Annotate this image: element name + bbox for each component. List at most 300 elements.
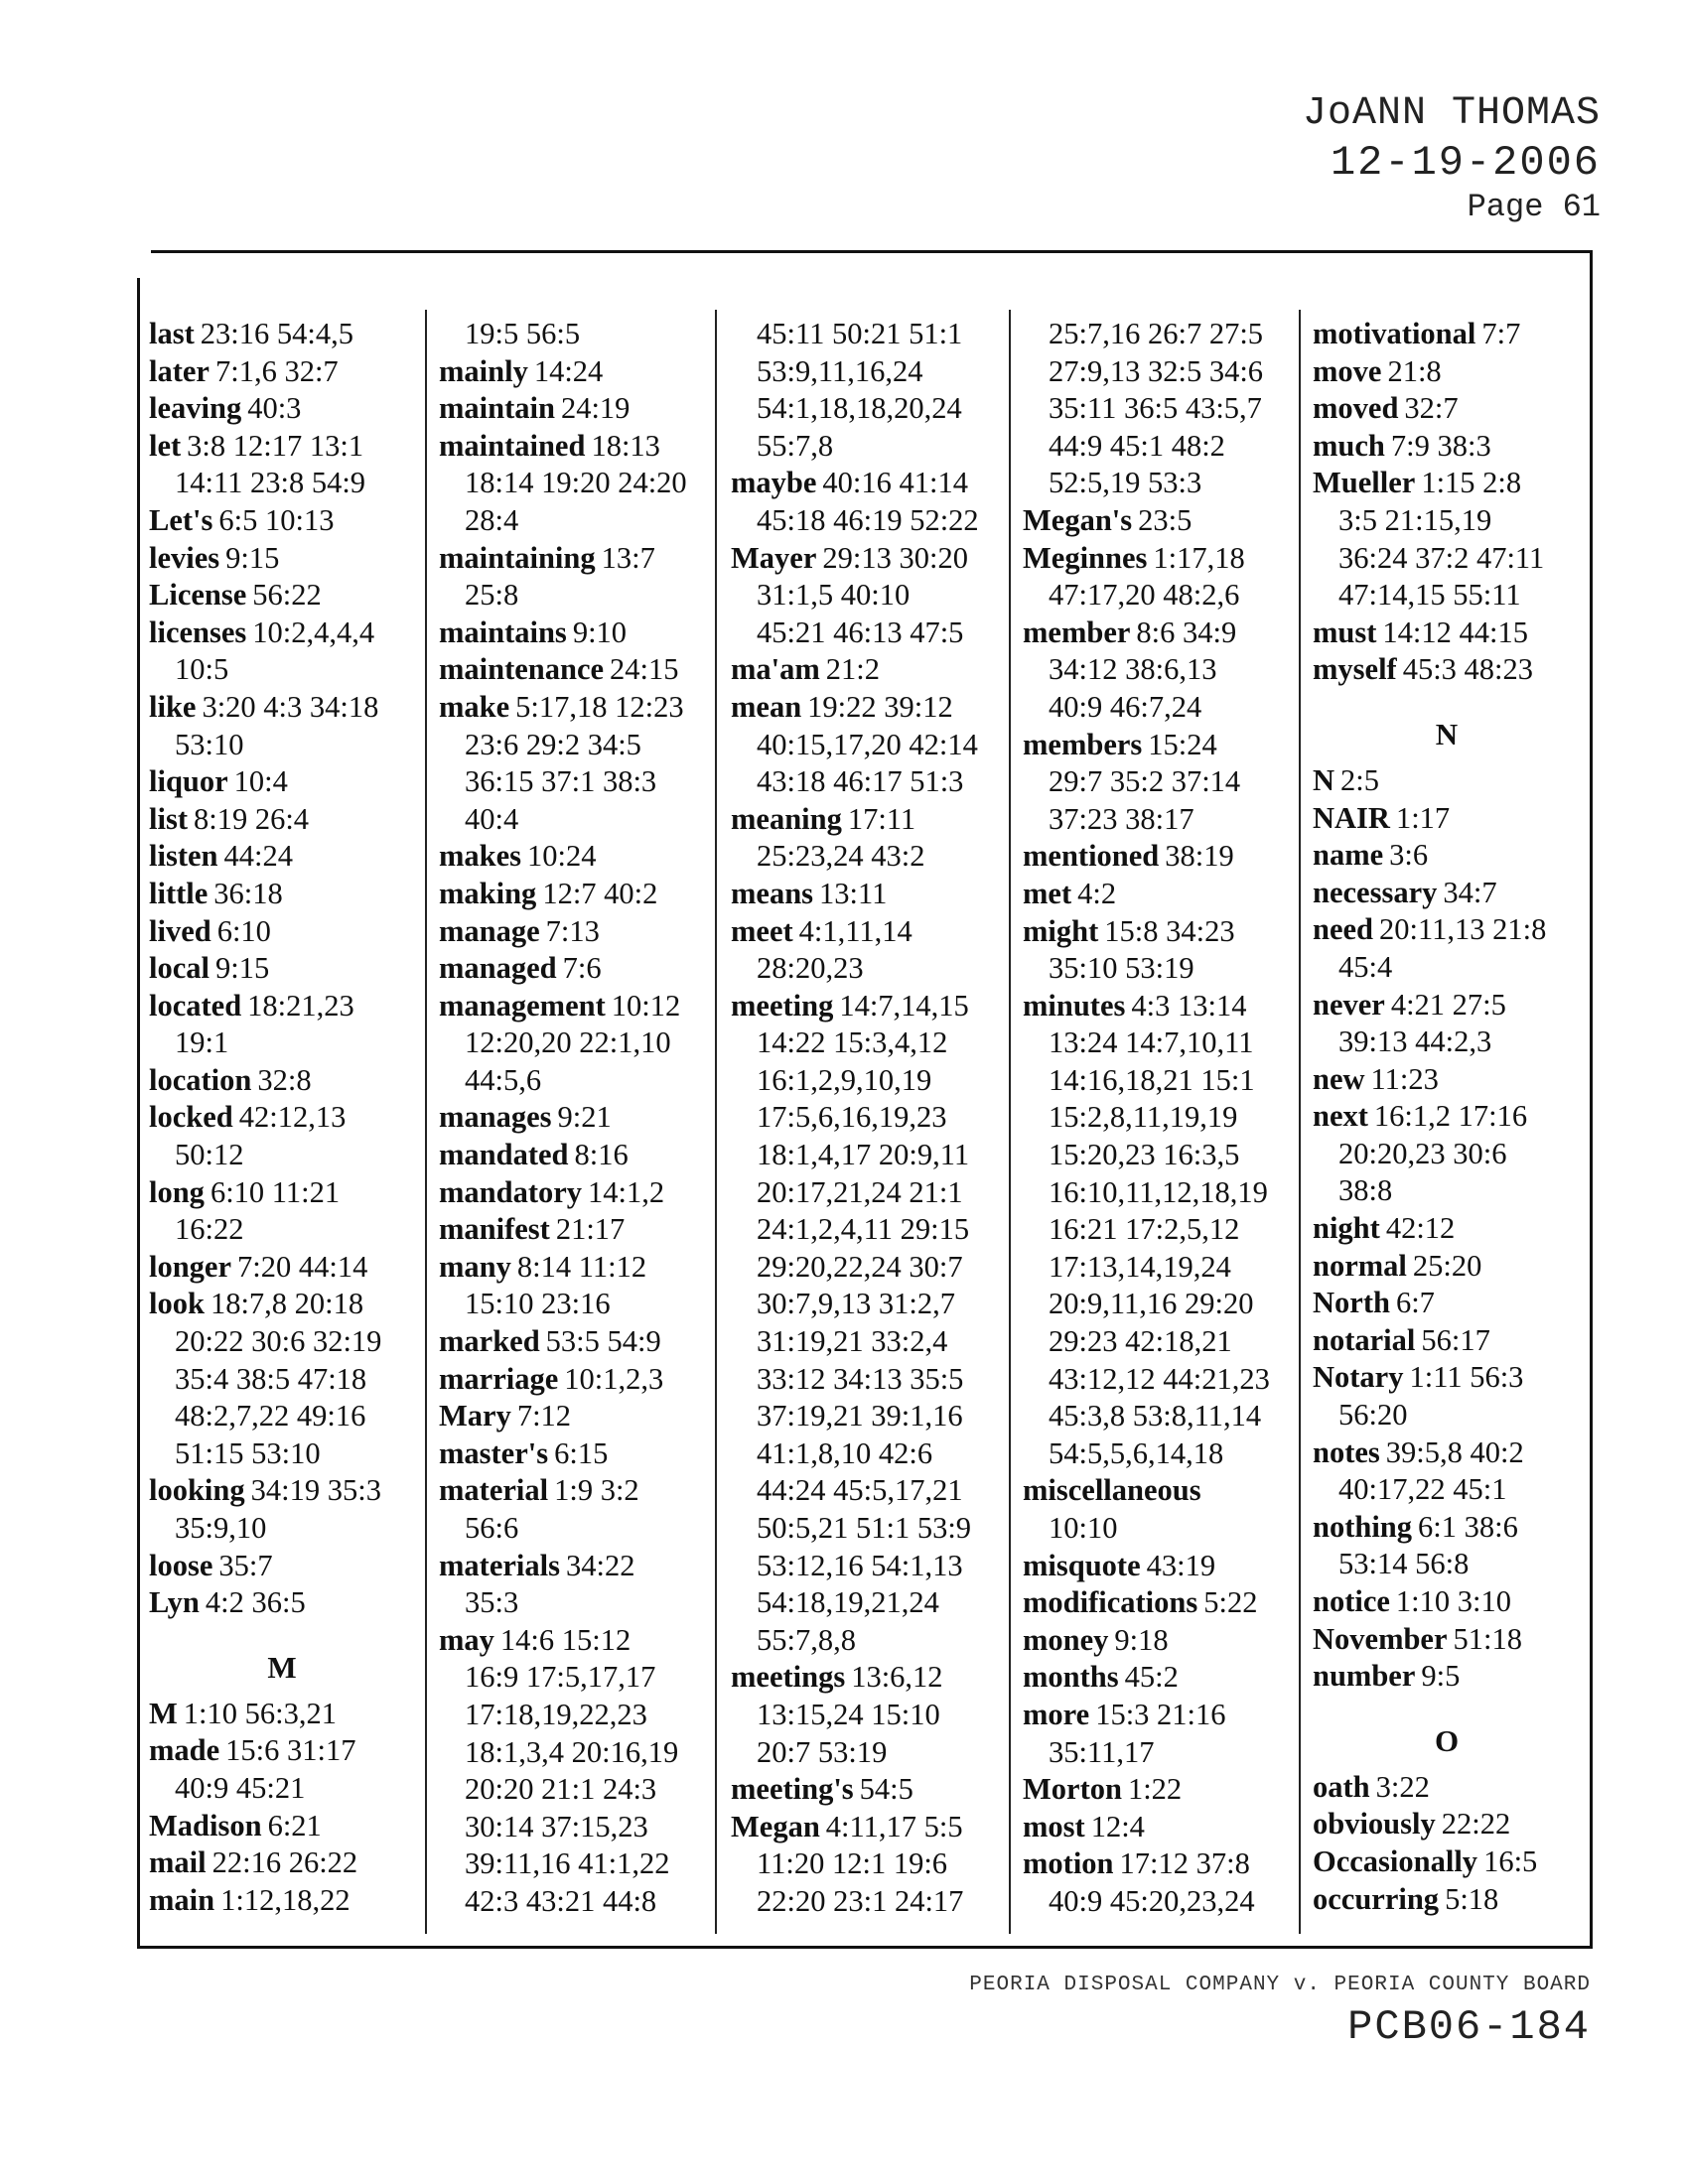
index-entry-continuation: 11:20 12:1 19:6: [757, 1846, 948, 1881]
index-entry-continuation: 35:4 38:5 47:18: [175, 1361, 367, 1396]
page-line-references: 51:18: [1453, 1621, 1522, 1656]
index-term: let: [149, 428, 182, 463]
page-line-references: 1:22: [1127, 1772, 1183, 1807]
index-entry-continuation: 36:24 37:2 47:11: [1338, 540, 1545, 575]
page-line-references: 15:8 34:23: [1104, 913, 1235, 948]
page-line-references: 4:3 13:14: [1131, 988, 1247, 1023]
page-line-references: 9:10: [572, 614, 628, 649]
page-line-references: 1:10 56:3,21: [183, 1696, 337, 1730]
page-line-references: 14:24: [533, 353, 604, 388]
index-entry: [1023, 1659, 1293, 1697]
page-line-references: 6:7: [1395, 1286, 1435, 1320]
index-entry: [731, 1771, 1001, 1809]
page-line-references: 42:12,13: [238, 1100, 347, 1135]
index-entry-continuation: 35:9,10: [175, 1511, 267, 1545]
index-entry: [149, 614, 415, 652]
index-entry: [1313, 1658, 1581, 1696]
index-entry: [1313, 762, 1581, 800]
page-line-references: 7:9 38:3: [1390, 428, 1491, 463]
page-line-references: 18:21,23: [247, 988, 354, 1023]
index-entry-continuation: 52:5,19 53:3: [1049, 466, 1202, 500]
index-entry: [1023, 502, 1293, 540]
index-entry-continuation: 20:22 30:6 32:19: [175, 1324, 382, 1359]
section-letter-heading: N: [1435, 716, 1459, 751]
index-entry: [439, 876, 709, 913]
index-entry: [1313, 1098, 1581, 1136]
index-entry: [149, 390, 415, 428]
index-entry-continuation: 28:20,23: [757, 951, 864, 986]
index-term: misquote: [1023, 1548, 1141, 1582]
index-entry-continuation: 20:17,21,24 21:1: [757, 1174, 963, 1209]
index-term: like: [149, 689, 197, 724]
index-term: myself: [1313, 652, 1397, 687]
index-entry-continuation: 45:21 46:13 47:5: [757, 614, 964, 649]
page-line-references: 9:15: [215, 951, 270, 986]
page-line-references: 24:19: [560, 391, 631, 426]
index-entry: [439, 913, 709, 951]
page-line-references: 9:21: [557, 1100, 612, 1135]
index-entry-continuation: 35:3: [465, 1585, 519, 1620]
index-entry-continuation: 48:2,7,22 49:16: [175, 1399, 366, 1433]
index-entry: [149, 1844, 415, 1882]
index-term: Occasionally: [1313, 1843, 1478, 1878]
index-entry: [149, 1808, 415, 1845]
index-entry: [149, 763, 415, 801]
index-entry-continuation: 44:5,6: [465, 1062, 542, 1097]
index-entry: [439, 950, 709, 988]
page-line-references: 39:5,8 40:2: [1385, 1434, 1524, 1469]
index-entry-continuation: 20:9,11,16 29:20: [1049, 1287, 1254, 1321]
page-line-references: 7:1,6 32:7: [214, 353, 339, 388]
page-line-references: 42:12: [1385, 1211, 1456, 1246]
page-line-references: 14:12 44:15: [1382, 614, 1528, 649]
index-entry: [149, 1174, 415, 1212]
index-entry: [149, 1249, 415, 1287]
index-term: Mueller: [1313, 466, 1416, 500]
page-line-references: 56:22: [252, 578, 322, 613]
section-spacer: [149, 1622, 415, 1640]
index-entry: [1313, 1583, 1581, 1621]
index-term: liquor: [149, 764, 228, 799]
page-line-references: 1:9 3:2: [554, 1473, 639, 1508]
index-term: next: [1313, 1099, 1368, 1134]
index-entry-continuation: 30:14 37:15,23: [465, 1809, 648, 1843]
index-entry: [439, 1323, 709, 1361]
index-entry-continuation: 53:12,16 54:1,13: [757, 1548, 963, 1582]
page-line-references: 34:22: [565, 1548, 635, 1582]
index-entry-continuation: 14:11 23:8 54:9: [175, 466, 366, 500]
page-line-references: 1:15 2:8: [1421, 466, 1522, 500]
index-entry-continuation: 54:18,19,21,24: [757, 1585, 939, 1620]
index-entry: [439, 614, 709, 652]
index-entry-continuation: 25:8: [465, 578, 519, 613]
page-line-references: 34:7: [1443, 875, 1497, 909]
index-term: may: [439, 1622, 494, 1657]
page-line-references: 1:10 3:10: [1395, 1584, 1511, 1618]
page-line-references: 4:1,11,14: [798, 913, 912, 948]
index-entry: [439, 689, 709, 727]
index-entry: [149, 1732, 415, 1770]
index-entry-continuation: 40:4: [465, 801, 519, 836]
page-line-references: 44:24: [223, 839, 293, 874]
page-line-references: 21:8: [1387, 353, 1442, 388]
index-entry-continuation: 37:19,21 39:1,16: [757, 1399, 963, 1433]
index-term: licenses: [149, 614, 247, 649]
index-entry-continuation: 44:9 45:1 48:2: [1049, 428, 1225, 463]
page-line-references: 16:1,2 17:16: [1373, 1099, 1528, 1134]
index-term: means: [731, 876, 814, 910]
index-term: marriage: [439, 1361, 559, 1396]
index-entry: [1313, 1285, 1581, 1322]
index-term: master's: [439, 1435, 549, 1470]
index-term: must: [1313, 614, 1377, 649]
index-entry: [149, 428, 415, 466]
section-spacer: [1313, 689, 1581, 707]
index-entry: [731, 988, 1001, 1025]
index-entry-continuation: 29:23 42:18,21: [1049, 1324, 1232, 1359]
index-term: manages: [439, 1100, 552, 1135]
page-line-references: 11:23: [1370, 1061, 1439, 1096]
index-entry: [1023, 1697, 1293, 1734]
index-entry-continuation: 45:4: [1338, 949, 1393, 984]
index-entry-continuation: 43:18 46:17 51:3: [757, 764, 964, 799]
index-entry-continuation: 29:20,22,24 30:7: [757, 1249, 963, 1284]
page-line-references: 10:4: [233, 764, 288, 799]
index-box-top-border: [151, 250, 1593, 253]
index-entry-continuation: 54:5,5,6,14,18: [1049, 1435, 1224, 1470]
index-entry: [439, 1249, 709, 1287]
page-line-references: 8:6 34:9: [1136, 614, 1237, 649]
page-line-references: 17:11: [847, 801, 916, 836]
index-entry-continuation: 3:5 21:15,19: [1338, 502, 1492, 537]
index-term: maintains: [439, 614, 567, 649]
index-term: maintained: [439, 428, 586, 463]
page-line-references: 15:3 21:16: [1095, 1697, 1226, 1731]
column-divider: [425, 310, 427, 1934]
index-term: material: [439, 1473, 549, 1508]
index-entry: [149, 1286, 415, 1323]
page-line-references: 4:2: [1077, 876, 1117, 910]
page-line-references: 40:3: [247, 391, 302, 426]
index-term: last: [149, 317, 195, 350]
index-entry: [439, 651, 709, 689]
page-line-references: 15:24: [1148, 727, 1217, 761]
page-line-references: 14:6 15:12: [499, 1622, 632, 1657]
index-entry-continuation: 20:20 21:1 24:3: [465, 1772, 657, 1807]
index-entry: [439, 1398, 709, 1435]
index-entry: [439, 428, 709, 466]
index-entry: [439, 838, 709, 876]
index-entry: [1313, 1881, 1581, 1919]
index-term: making: [439, 876, 537, 910]
index-entry-continuation: 29:7 35:2 37:14: [1049, 764, 1241, 799]
deponent-name: JoANN THOMAS: [1302, 91, 1601, 136]
index-term: maybe: [731, 466, 817, 500]
page-line-references: 6:21: [267, 1808, 322, 1843]
page-line-references: 25:20: [1412, 1248, 1482, 1283]
index-entry: [1313, 837, 1581, 875]
index-term: mandatory: [439, 1174, 583, 1209]
index-term: meaning: [731, 801, 842, 836]
page-line-references: 7:7: [1481, 317, 1521, 350]
index-entry: [731, 913, 1001, 951]
page-line-references: 2:5: [1340, 762, 1380, 797]
index-term: leaving: [149, 391, 242, 426]
index-term: nothing: [1313, 1509, 1413, 1544]
index-term: move: [1313, 353, 1382, 388]
index-term: location: [149, 1062, 252, 1097]
index-entry: [1313, 465, 1581, 502]
index-box-bottom-border: [137, 1946, 1593, 1949]
index-term: lived: [149, 913, 211, 948]
index-term: manifest: [439, 1212, 550, 1247]
page-line-references: 4:11,17 5:5: [825, 1809, 963, 1843]
index-entry-continuation: 53:9,11,16,24: [757, 353, 923, 388]
index-entry-continuation: 35:10 53:19: [1049, 951, 1194, 986]
index-entry: [439, 1548, 709, 1585]
index-term: mainly: [439, 353, 528, 388]
index-entry-continuation: 13:15,24 15:10: [757, 1697, 940, 1731]
index-term: locked: [149, 1100, 233, 1135]
page-line-references: 8:16: [574, 1138, 629, 1172]
index-entry-continuation: 51:15 53:10: [175, 1435, 321, 1470]
page-line-references: 3:6: [1389, 838, 1429, 873]
index-entry: [1313, 1843, 1581, 1881]
page-line-references: 7:20 44:14: [237, 1249, 368, 1284]
page-line-references: 23:16 54:4,5: [200, 317, 353, 350]
index-term: meeting's: [731, 1772, 854, 1807]
index-entry: [731, 1659, 1001, 1697]
index-term: N: [1313, 762, 1335, 797]
page-line-references: 6:5 10:13: [218, 502, 335, 537]
page-line-references: 53:5 54:9: [545, 1324, 661, 1359]
index-entry-continuation: 50:12: [175, 1138, 244, 1172]
index-entry-continuation: 45:3,8 53:8,11,14: [1049, 1399, 1262, 1433]
index-term: Lyn: [149, 1585, 200, 1620]
index-entry-continuation: 24:1,2,4,11 29:15: [757, 1212, 970, 1247]
index-term: materials: [439, 1548, 560, 1582]
index-entry: [1023, 988, 1293, 1025]
index-entry: [149, 1062, 415, 1100]
index-entry-continuation: 47:17,20 48:2,6: [1049, 578, 1240, 613]
index-term: name: [1313, 838, 1384, 873]
page-line-references: 9:18: [1114, 1622, 1169, 1657]
page-line-references: 56:17: [1421, 1322, 1490, 1357]
page-number: Page 61: [1467, 189, 1601, 225]
index-term: miscellaneous: [1023, 1473, 1201, 1508]
index-entry-continuation: 56:20: [1338, 1398, 1408, 1433]
index-entry: [1313, 1359, 1581, 1397]
index-entry-continuation: 10:10: [1049, 1511, 1118, 1545]
index-entry-continuation: 39:11,16 41:1,22: [465, 1846, 670, 1881]
index-column-4: [1023, 316, 1293, 1921]
index-entry-continuation: 18:1,4,17 20:9,11: [757, 1138, 970, 1172]
section-spacer: [1313, 1696, 1581, 1713]
index-entry: [439, 353, 709, 391]
index-term: much: [1313, 428, 1385, 463]
index-term: Morton: [1023, 1772, 1122, 1807]
page-line-references: 19:22 39:12: [807, 689, 953, 724]
index-term: notes: [1313, 1434, 1380, 1469]
index-entry: [1313, 353, 1581, 391]
index-entry-continuation: 16:9 17:5,17,17: [465, 1660, 656, 1695]
index-entry: [1313, 390, 1581, 428]
index-entry-continuation: 33:12 34:13 35:5: [757, 1361, 964, 1396]
index-entry-continuation: 17:5,6,16,19,23: [757, 1100, 947, 1135]
index-entry-continuation: 17:13,14,19,24: [1049, 1249, 1231, 1284]
index-term: members: [1023, 727, 1143, 761]
index-term: most: [1023, 1809, 1085, 1843]
page-line-references: 10:1,2,3: [564, 1361, 664, 1396]
index-term: Meginnes: [1023, 540, 1148, 575]
page-line-references: 1:12,18,22: [220, 1882, 351, 1917]
index-term: listen: [149, 839, 218, 874]
index-entry-continuation: 44:24 45:5,17,21: [757, 1473, 963, 1508]
index-entry-continuation: 53:10: [175, 727, 244, 761]
index-term: Mary: [439, 1399, 511, 1433]
page-line-references: 9:5: [1421, 1659, 1461, 1694]
page-line-references: 7:12: [516, 1399, 572, 1433]
index-term: mail: [149, 1845, 207, 1880]
page-line-references: 13:7: [601, 540, 655, 575]
index-entry-continuation: 30:7,9,13 31:2,7: [757, 1287, 955, 1321]
index-entry: [1023, 727, 1293, 764]
index-term: ma'am: [731, 652, 820, 687]
index-term: made: [149, 1733, 220, 1768]
index-entry-continuation: 45:18 46:19 52:22: [757, 502, 979, 537]
index-entry: [1023, 1584, 1293, 1622]
index-entry-continuation: 25:7,16 26:7 27:5: [1049, 317, 1264, 350]
index-entry: [149, 950, 415, 988]
index-entry-continuation: 16:1,2,9,10,19: [757, 1062, 932, 1097]
page-line-references: 10:24: [527, 839, 597, 874]
index-term: oath: [1313, 1769, 1370, 1804]
index-entry: [149, 316, 415, 353]
index-column-3: [731, 316, 1001, 1921]
index-entry: [1313, 875, 1581, 912]
index-entry: [1313, 1769, 1581, 1807]
index-term: later: [149, 353, 210, 388]
page-line-references: 6:10: [216, 913, 271, 948]
page-line-references: 5:22: [1203, 1585, 1258, 1620]
index-term: minutes: [1023, 988, 1126, 1023]
page-line-references: 24:15: [610, 652, 679, 687]
index-entry: [149, 1696, 415, 1733]
index-term: Notary: [1313, 1360, 1404, 1395]
index-entry-continuation: 35:11 36:5 43:5,7: [1049, 391, 1262, 426]
page-line-references: 4:2 36:5: [205, 1585, 306, 1620]
index-term: November: [1313, 1621, 1448, 1656]
index-entry-continuation: 47:14,15 55:11: [1338, 578, 1521, 613]
index-term: meet: [731, 913, 793, 948]
index-entry-continuation: 18:14 19:20 24:20: [465, 466, 687, 500]
index-entry: [149, 502, 415, 540]
index-term: normal: [1313, 1248, 1407, 1283]
deposition-date: 12-19-2006: [1330, 139, 1601, 187]
section-letter-heading: M: [267, 1649, 297, 1685]
index-term: little: [149, 876, 209, 910]
index-entry-continuation: 14:16,18,21 15:1: [1049, 1062, 1255, 1097]
page-line-references: 5:17,18 12:23: [515, 689, 684, 724]
index-entry: [439, 1211, 709, 1249]
index-entry: [439, 1622, 709, 1660]
index-column-5: [1313, 316, 1581, 1918]
index-entry: [439, 1137, 709, 1174]
case-number: PCB06-184: [1347, 2003, 1591, 2051]
page-line-references: 43:19: [1146, 1548, 1216, 1582]
page-line-references: 14:1,2: [588, 1174, 665, 1209]
page-line-references: 36:18: [213, 876, 283, 910]
index-entry: [1313, 1509, 1581, 1547]
index-term: make: [439, 689, 510, 724]
index-entry: [149, 1472, 415, 1510]
index-entry: [1023, 1845, 1293, 1883]
index-entry: [149, 540, 415, 578]
index-entry-continuation: 22:20 23:1 24:17: [757, 1883, 964, 1918]
index-entry: [149, 1882, 415, 1920]
index-term: managed: [439, 951, 557, 986]
index-entry: [149, 988, 415, 1025]
index-entry-continuation: 42:3 43:21 44:8: [465, 1883, 657, 1918]
index-term: motivational: [1313, 317, 1476, 350]
index-entry-continuation: 28:4: [465, 502, 519, 537]
page-line-references: 7:6: [562, 951, 602, 986]
page-line-references: 54:5: [859, 1772, 913, 1807]
index-entry-continuation: 40:15,17,20 42:14: [757, 727, 978, 761]
index-entry-continuation: 27:9,13 32:5 34:6: [1049, 353, 1264, 388]
index-term: modifications: [1023, 1585, 1198, 1620]
index-entry-continuation: 56:6: [465, 1511, 519, 1545]
index-entry: [439, 988, 709, 1025]
page-line-references: 1:17: [1395, 800, 1451, 835]
index-entry: [149, 1548, 415, 1585]
index-term: Let's: [149, 502, 213, 537]
column-divider: [1299, 310, 1301, 1934]
index-box-right-border: [1590, 250, 1593, 1946]
index-entry: [1313, 1806, 1581, 1843]
index-entry: [439, 1174, 709, 1212]
page-line-references: 13:6,12: [851, 1660, 943, 1695]
index-term: money: [1023, 1622, 1109, 1657]
index-box-left-border: [137, 278, 140, 1946]
index-entry-continuation: 25:23,24 43:2: [757, 839, 925, 874]
index-entry-continuation: 36:15 37:1 38:3: [465, 764, 657, 799]
index-entry-continuation: 31:1,5 40:10: [757, 578, 911, 613]
index-term: management: [439, 988, 606, 1023]
index-entry-continuation: 16:21 17:2,5,12: [1049, 1212, 1240, 1247]
index-column-1: [149, 316, 415, 1919]
index-entry-continuation: 40:9 45:21: [175, 1770, 306, 1805]
index-term: Megan: [731, 1809, 820, 1843]
index-entry-continuation: 16:22: [175, 1212, 244, 1247]
index-entry: [439, 390, 709, 428]
page-line-references: 5:18: [1445, 1881, 1499, 1916]
index-entry: [1313, 1248, 1581, 1286]
index-entry: [1023, 614, 1293, 652]
page-line-references: 3:22: [1375, 1769, 1430, 1804]
page-line-references: 9:15: [225, 540, 280, 575]
section-letter-heading: O: [1434, 1722, 1460, 1758]
page-line-references: 32:7: [1404, 391, 1459, 426]
index-entry: [149, 913, 415, 951]
index-entry: [1023, 876, 1293, 913]
index-term: levies: [149, 540, 220, 575]
index-entry-continuation: 39:13 44:2,3: [1338, 1024, 1492, 1059]
index-entry: [1313, 1210, 1581, 1248]
index-entry: [1023, 1771, 1293, 1809]
index-term: Megan's: [1023, 502, 1133, 537]
index-term: look: [149, 1287, 205, 1321]
